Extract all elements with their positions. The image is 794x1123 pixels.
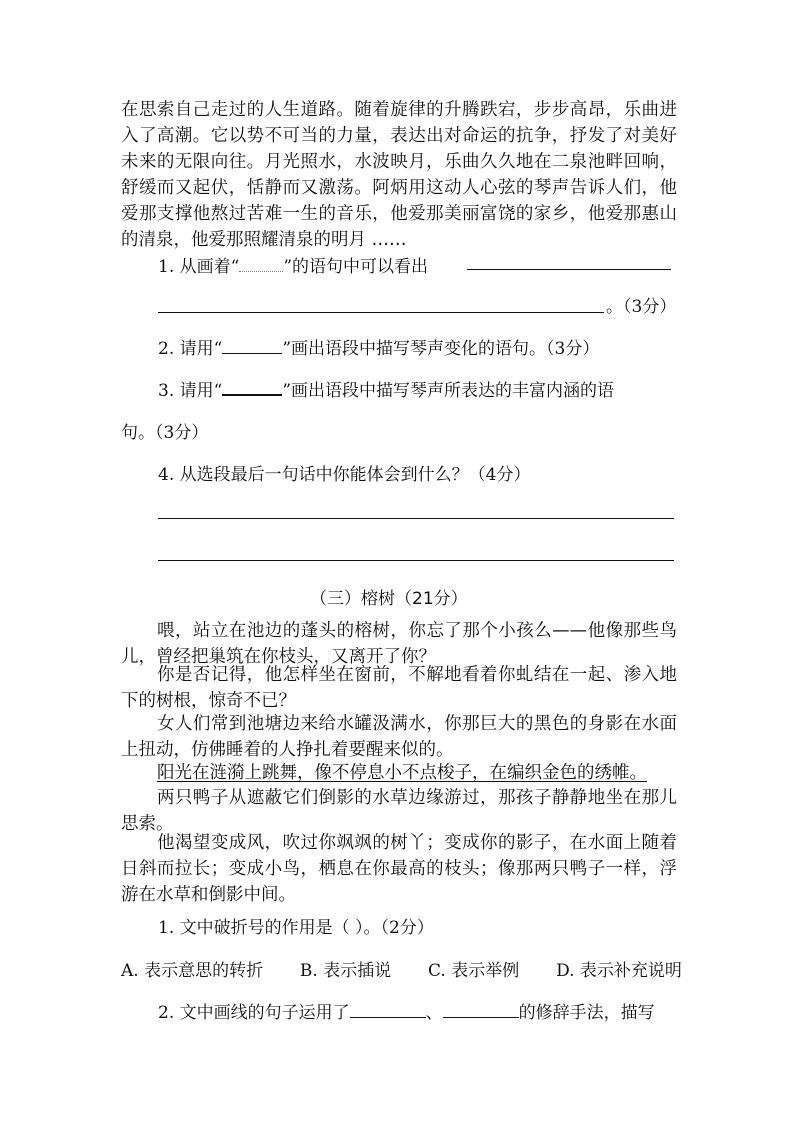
answer-blank[interactable] xyxy=(443,1001,519,1018)
passage-erquan: 在思索自己走过的人生道路。随着旋律的升腾跌宕，步步高昂，乐曲进入了高潮。它以势不可当的力量，表达出对命运的抗争，抒发了对美好未来的无限向往。月光照水，水波映月，乐曲久久地在二泉池畔回响，舒缓而又起伏，恬静而又激荡。阿炳用这动人心弦的琴声告诉人们，他爱那支撑他熬过苦难一生的音乐，他爱那美丽富饶的家乡，他爱那惠山的清泉，他爱那照耀清泉的明月 …… xyxy=(121,100,677,250)
straight-line-mark xyxy=(222,337,282,354)
q3-options xyxy=(121,956,682,981)
q3-q2-prefix: 2. 文中画线的句子运用了 xyxy=(158,1003,350,1023)
q2-q3-continued: 句。（3分） xyxy=(121,423,209,443)
rongshu-paragraph-2: 你是否记得，他怎样坐在窗前，不解地看着你虬结在一起、渗入地下的树根，惊奇不已？ xyxy=(121,665,677,711)
q2-q3-suffix: ”画出语段中描写琴声所表达的丰富内涵的语 xyxy=(282,381,615,401)
q3-q2-sep: 、 xyxy=(425,1003,443,1023)
q2-q2-prefix: 2. 请用“ xyxy=(158,339,223,359)
rongshu-paragraph-3: 女人们常到池塘边来给水罐汲满水，你那巨大的黑色的身影在水面上扭动，仿佛睡着的人挣扎着要醒来似的。 xyxy=(121,714,677,760)
q3-q2-suffix: 的修辞手法，描写 xyxy=(518,1003,655,1023)
option-d[interactable]: D. 表示补充说明 xyxy=(556,961,682,981)
rongshu-paragraph-5: 两只鸭子从遮蔽它们倒影的水草边缘游过，那孩子静静地坐在那儿思索。 xyxy=(121,788,677,834)
rongshu-paragraph-1: 喂，站立在池边的蓬头的榕树，你忘了那个小孩么——他像那些鸟儿，曾经把巢筑在你枝头，又离开了你？ xyxy=(121,621,677,667)
underlined-sentence: 阳光在涟漪上跳舞，像不停息小不点梭子，在编织金色的绣帷。 xyxy=(157,763,647,783)
answer-blank[interactable] xyxy=(158,312,604,313)
q2-q1-mid: ”的语句中可以看出 xyxy=(283,257,429,277)
rongshu-paragraph-4 xyxy=(121,760,677,786)
q2-q3-prefix: 3. 请用“ xyxy=(158,381,223,401)
answer-blank[interactable] xyxy=(467,269,671,270)
rongshu-paragraph-6: 他渴望变成风，吹过你飒飒的树丫；变成你的影子，在水面上随着日斜而拉长；变成小鸟，栖息在你最高的枝头；像那两只鸭子一样，浮游在水草和倒影中间。 xyxy=(121,833,677,905)
q2-q2-suffix: ”画出语段中描写琴声变化的语句。（3分） xyxy=(282,339,600,359)
option-b[interactable]: B. 表示插说 xyxy=(299,961,392,981)
option-c[interactable]: C. 表示举例 xyxy=(428,961,520,981)
section-title: （三）榕树（21分） xyxy=(310,589,468,609)
q2-q1-prefix: 1. 从画着“ xyxy=(158,257,240,277)
wavy-line-mark xyxy=(239,257,283,272)
q2-question-4: 4. 从选段最后一句话中你能体会到什么？（4分） xyxy=(158,465,531,485)
q3-question-1: 1. 文中破折号的作用是（ ）。（2分） xyxy=(158,918,434,938)
q2-q1-score: 。（3分） xyxy=(606,297,677,317)
answer-line[interactable] xyxy=(158,560,674,561)
q2-question-1 xyxy=(158,252,428,277)
q2-question-2 xyxy=(158,334,599,359)
q2-question-3 xyxy=(158,376,614,401)
thick-line-mark xyxy=(222,378,282,396)
option-a[interactable]: A. 表示意思的转折 xyxy=(121,961,264,981)
q3-question-2 xyxy=(158,998,655,1023)
answer-line[interactable] xyxy=(158,518,674,519)
answer-blank[interactable] xyxy=(350,1001,426,1018)
